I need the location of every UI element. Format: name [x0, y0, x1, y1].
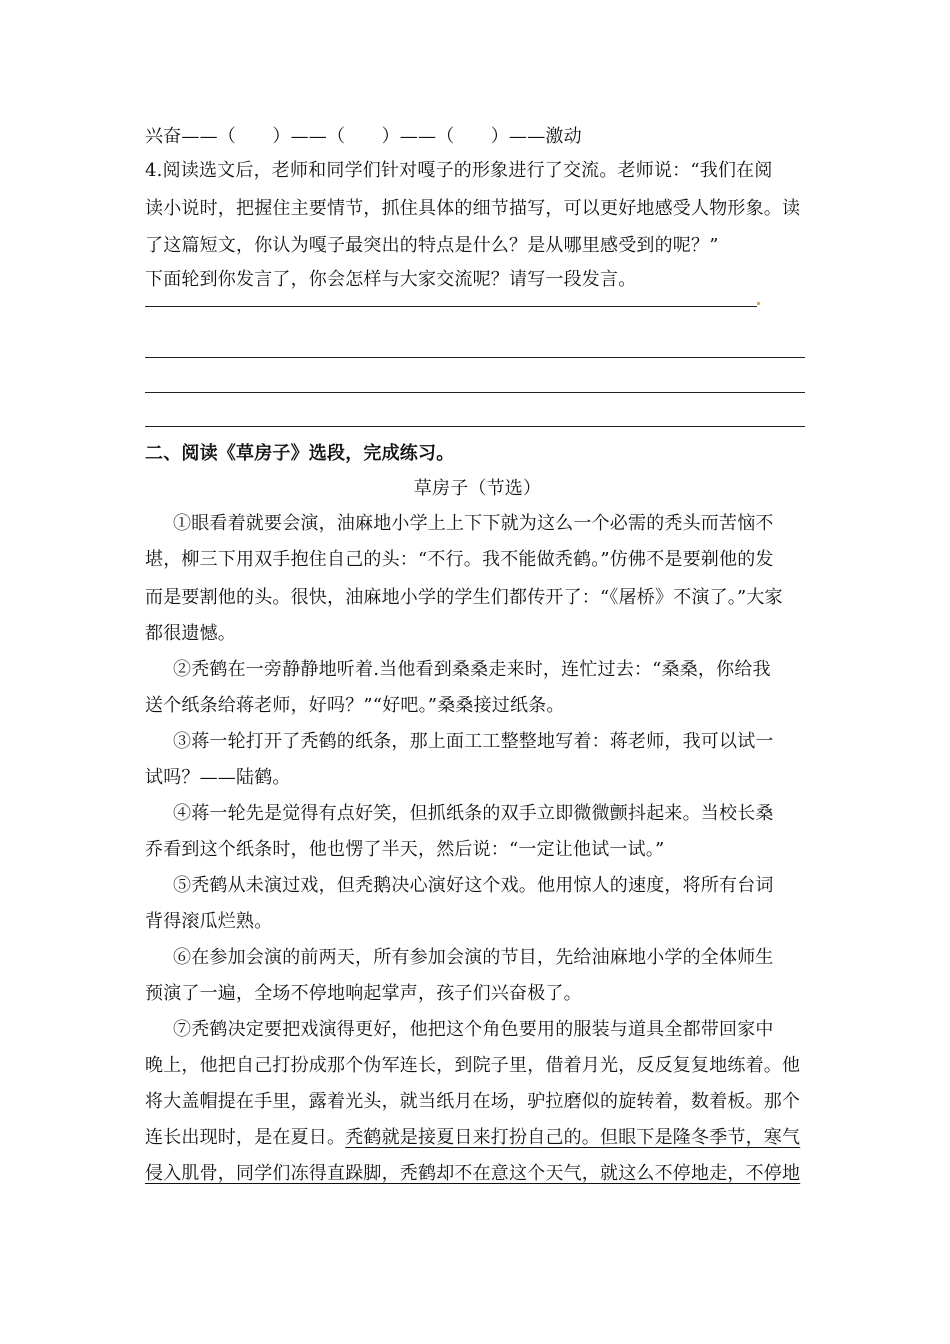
passage-line: ③蒋一轮打开了秃鹤的纸条，那上面工工整整地写着：蒋老师，我可以试一 — [173, 731, 774, 752]
passage-line — [145, 1126, 810, 1150]
passage-line: 预演了一遍，全场不停地响起掌声，孩子们兴奋极了。 — [145, 983, 582, 1004]
passage-title: 草房子（节选） — [413, 478, 542, 499]
passage-line: 将大盖帽提在手里，露着光头，就当纸月在场，驴拉磨似的旋转着，数着板。那个 — [145, 1091, 801, 1112]
section-heading: 二、阅读《草房子》选段，完成练习。 — [145, 443, 455, 464]
answer-line — [145, 306, 757, 307]
answer-line — [145, 392, 805, 393]
passage-line: ②秃鹤在一旁静静地听着.当他看到桑桑走来时，连忙过去：“桑桑，你给我 — [173, 659, 771, 680]
passage-line: ①眼看着就要会演，油麻地小学上上下下就为这么一个必需的秃头而苦恼不 — [173, 513, 774, 534]
passage-line: 晚上，他把自己打扮成那个伪军连长，到院子里，借着月光，反反复复地练着。他 — [145, 1055, 801, 1076]
underlined-passage-text: 秃鹤就是接夏日来打扮自己的。但眼下是隆冬季节，寒气 — [345, 1127, 801, 1148]
q4-text-line: 读小说时，把握住主要情节，抓住具体的细节描写，可以更好地感受人物形象。读 — [145, 198, 801, 219]
passage-line: 堪，柳三下用双手抱住自己的头：“不行。我不能做秃鹤。”仿佛不是要剃他的发 — [145, 549, 774, 570]
q4-instruction: 下面轮到你发言了，你会怎样与大家交流呢？请写一段发言。 — [145, 269, 637, 290]
passage-line: 送个纸条给蒋老师，好吗？”“好吧。”桑桑接过纸条。 — [145, 695, 565, 716]
stray-mark — [757, 302, 760, 305]
underlined-passage-line: 侵入肌骨，同学们冻得直跺脚，秃鹤却不在意这个天气，就这么不停地走，不停地 — [145, 1163, 801, 1184]
passage-line: ⑤秃鹤从未演过戏，但秃鹅决心演好这个戏。他用惊人的速度，将所有台词 — [173, 875, 774, 896]
passage-line: 试吗？——陆鹤。 — [145, 767, 291, 788]
q4-text-line: 4.阅读选文后，老师和同学们针对嘎子的形象进行了交流。老师说：“我们在阅 — [145, 160, 773, 181]
passage-line: ⑥在参加会演的前两天，所有参加会演的节目，先给油麻地小学的全体师生 — [173, 947, 774, 968]
passage-line: 都很遗憾。 — [145, 623, 236, 644]
passage-line: 背得滚瓜烂熟。 — [145, 911, 273, 932]
answer-line — [145, 426, 805, 427]
passage-text: 连长出现时，是在夏日。 — [145, 1127, 346, 1148]
passage-line: 而是要割他的头。很快，油麻地小学的学生们都传开了：“《屠桥》不演了。”大家 — [145, 587, 783, 608]
q4-text-line: 了这篇短文，你认为嘎子最突出的特点是什么？是从哪里感受到的呢？” — [145, 235, 719, 256]
q3-emotion-chain: 兴奋——（ ）——（ ）——（ ）——激动 — [145, 126, 582, 147]
passage-line: ④蒋一轮先是觉得有点好笑，但抓纸条的双手立即微微颤抖起来。当校长桑 — [173, 803, 774, 824]
answer-line — [145, 357, 805, 358]
passage-line: 乔看到这个纸条时，他也愣了半天，然后说：“一定让他试一试。” — [145, 839, 665, 860]
passage-line: ⑦秃鹤决定要把戏演得更好，他把这个角色要用的服装与道具全都带回家中 — [173, 1019, 774, 1040]
